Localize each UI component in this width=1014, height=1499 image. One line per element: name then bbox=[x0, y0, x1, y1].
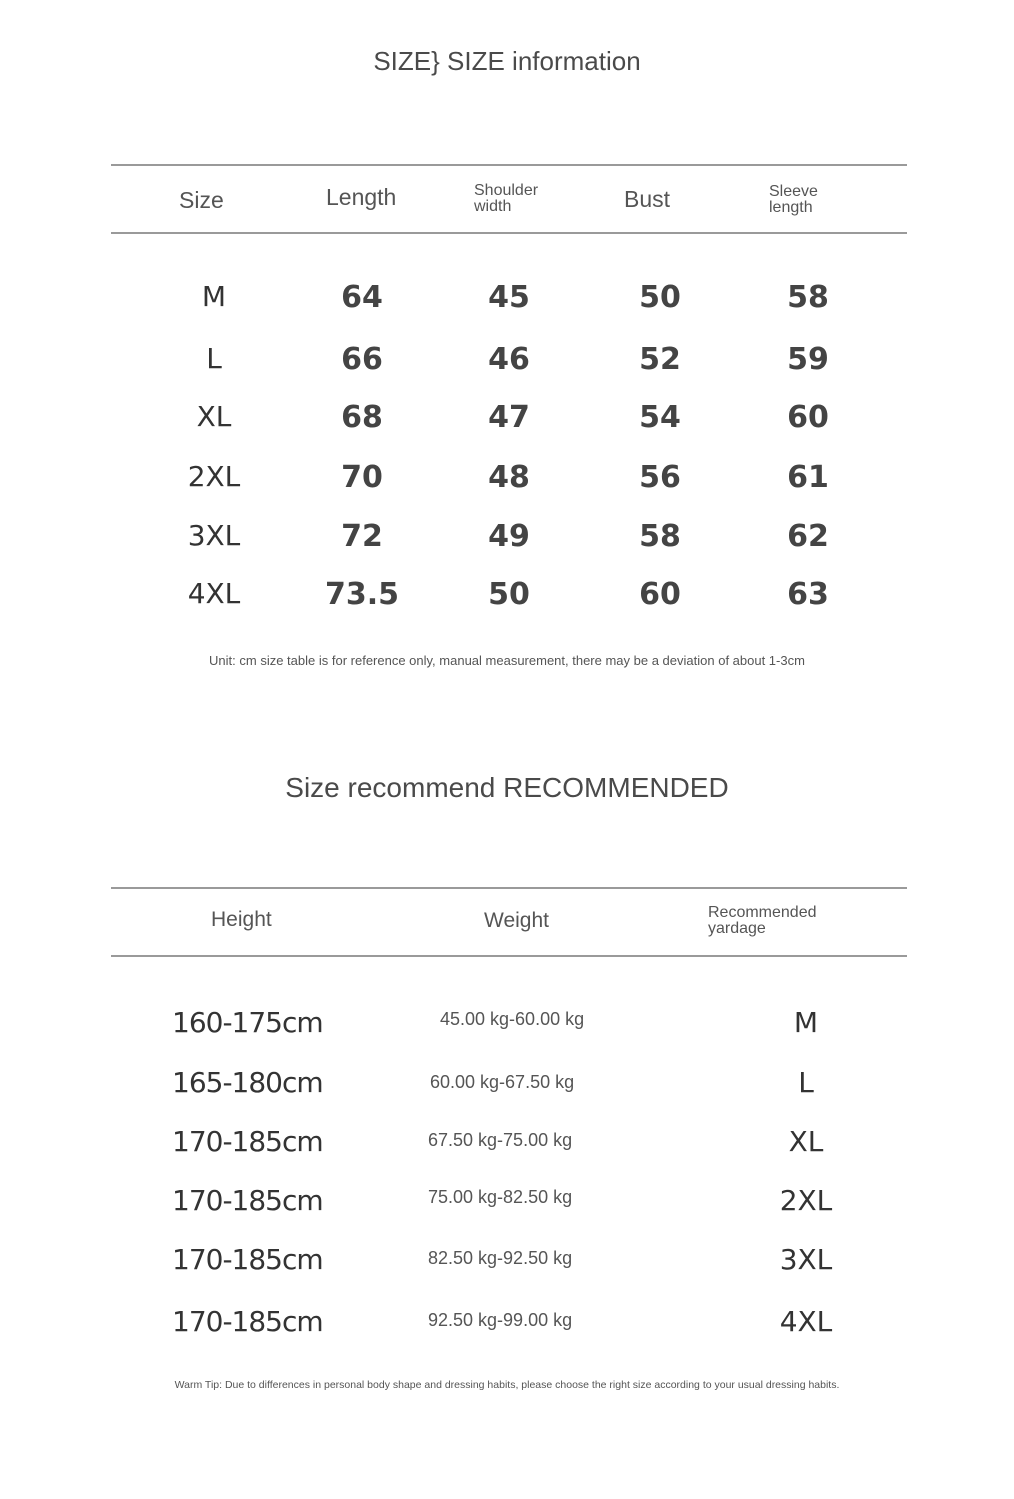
measurement-cell: 52 bbox=[639, 342, 681, 377]
table-header-rule bbox=[111, 232, 907, 234]
measurement-cell: 46 bbox=[488, 342, 530, 377]
measurement-cell: 60 bbox=[639, 577, 681, 612]
recommended-size-cell: L bbox=[798, 1066, 814, 1099]
header-recommended-yardage bbox=[708, 905, 817, 937]
measurement-cell: 72 bbox=[341, 519, 383, 554]
height-range-cell: 165-180cm bbox=[172, 1066, 323, 1099]
measurement-cell: 54 bbox=[639, 400, 681, 435]
header-sleeve-line2: length bbox=[769, 199, 813, 216]
recommended-size-cell: 4XL bbox=[779, 1305, 833, 1338]
size-label-cell: M bbox=[201, 280, 227, 313]
weight-range-cell: 67.50 kg-75.00 kg bbox=[428, 1130, 573, 1150]
size-label-cell: 3XL bbox=[187, 519, 241, 552]
measurement-cell: 58 bbox=[639, 519, 681, 554]
header-yardage-line1: Recommended bbox=[708, 904, 817, 921]
measurement-cell: 73.5 bbox=[324, 577, 400, 612]
recommend-top-rule bbox=[111, 887, 907, 889]
measurement-cell: 58 bbox=[787, 280, 829, 315]
weight-range-cell: 45.00 kg-60.00 kg bbox=[440, 1009, 585, 1029]
recommended-size-cell: 2XL bbox=[779, 1184, 833, 1217]
height-range-cell: 170-185cm bbox=[172, 1243, 323, 1276]
header-sleeve-length bbox=[769, 184, 818, 216]
measurement-cell: 48 bbox=[488, 460, 530, 495]
weight-range-cell: 75.00 kg-82.50 kg bbox=[428, 1187, 573, 1207]
header-height: Height bbox=[211, 908, 272, 931]
size-label-cell: L bbox=[206, 342, 222, 375]
measurement-cell: 61 bbox=[787, 460, 829, 495]
measurement-cell: 56 bbox=[639, 460, 681, 495]
header-shoulder-width bbox=[474, 183, 538, 215]
measurement-cell: 50 bbox=[488, 577, 530, 612]
header-shoulder-line2: width bbox=[474, 198, 512, 215]
measurement-cell: 45 bbox=[488, 280, 530, 315]
header-length: Length bbox=[326, 184, 397, 210]
header-size: Size bbox=[179, 187, 224, 213]
measurement-cell: 63 bbox=[787, 577, 829, 612]
recommended-size-cell: 3XL bbox=[779, 1243, 833, 1276]
size-info-title: SIZE} SIZE information bbox=[373, 46, 641, 76]
weight-range-cell: 60.00 kg-67.50 kg bbox=[430, 1072, 575, 1092]
recommend-header-rule bbox=[111, 955, 907, 957]
recommended-size-cell: XL bbox=[788, 1125, 824, 1158]
measurement-cell: 64 bbox=[341, 280, 383, 315]
header-bust: Bust bbox=[624, 186, 671, 212]
height-range-cell: 160-175cm bbox=[172, 1006, 323, 1039]
measurement-cell: 62 bbox=[787, 519, 829, 554]
size-label-cell: XL bbox=[196, 400, 232, 433]
header-weight: Weight bbox=[484, 909, 549, 932]
header-shoulder-line1: Shoulder bbox=[474, 182, 539, 199]
header-sleeve-line1: Sleeve bbox=[769, 183, 818, 200]
size-unit-note: Unit: cm size table is for reference only, manual measurement, there may be a deviation of about 1-3cm bbox=[209, 653, 805, 668]
height-range-cell: 170-185cm bbox=[172, 1184, 323, 1217]
measurement-cell: 47 bbox=[488, 400, 530, 435]
measurement-cell: 49 bbox=[488, 519, 530, 554]
recommended-size-cell: M bbox=[793, 1006, 819, 1039]
weight-range-cell: 82.50 kg-92.50 kg bbox=[428, 1248, 573, 1268]
size-label-cell: 2XL bbox=[187, 460, 241, 493]
warm-tip-note: Warm Tip: Due to differences in personal body shape and dressing habits, please choose the right size according to your usual dressing habits. bbox=[174, 1379, 840, 1391]
measurement-cell: 50 bbox=[639, 280, 681, 315]
measurement-cell: 70 bbox=[341, 460, 383, 495]
weight-range-cell: 92.50 kg-99.00 kg bbox=[428, 1310, 573, 1330]
recommend-title: Size recommend RECOMMENDED bbox=[285, 772, 729, 803]
size-label-cell: 4XL bbox=[187, 577, 241, 610]
measurement-cell: 60 bbox=[787, 400, 829, 435]
height-range-cell: 170-185cm bbox=[172, 1125, 323, 1158]
measurement-cell: 68 bbox=[341, 400, 383, 435]
measurement-cell: 66 bbox=[341, 342, 383, 377]
table-top-rule bbox=[111, 164, 907, 166]
measurement-cell: 59 bbox=[787, 342, 829, 377]
height-range-cell: 170-185cm bbox=[172, 1305, 323, 1338]
header-yardage-line2: yardage bbox=[708, 920, 766, 937]
